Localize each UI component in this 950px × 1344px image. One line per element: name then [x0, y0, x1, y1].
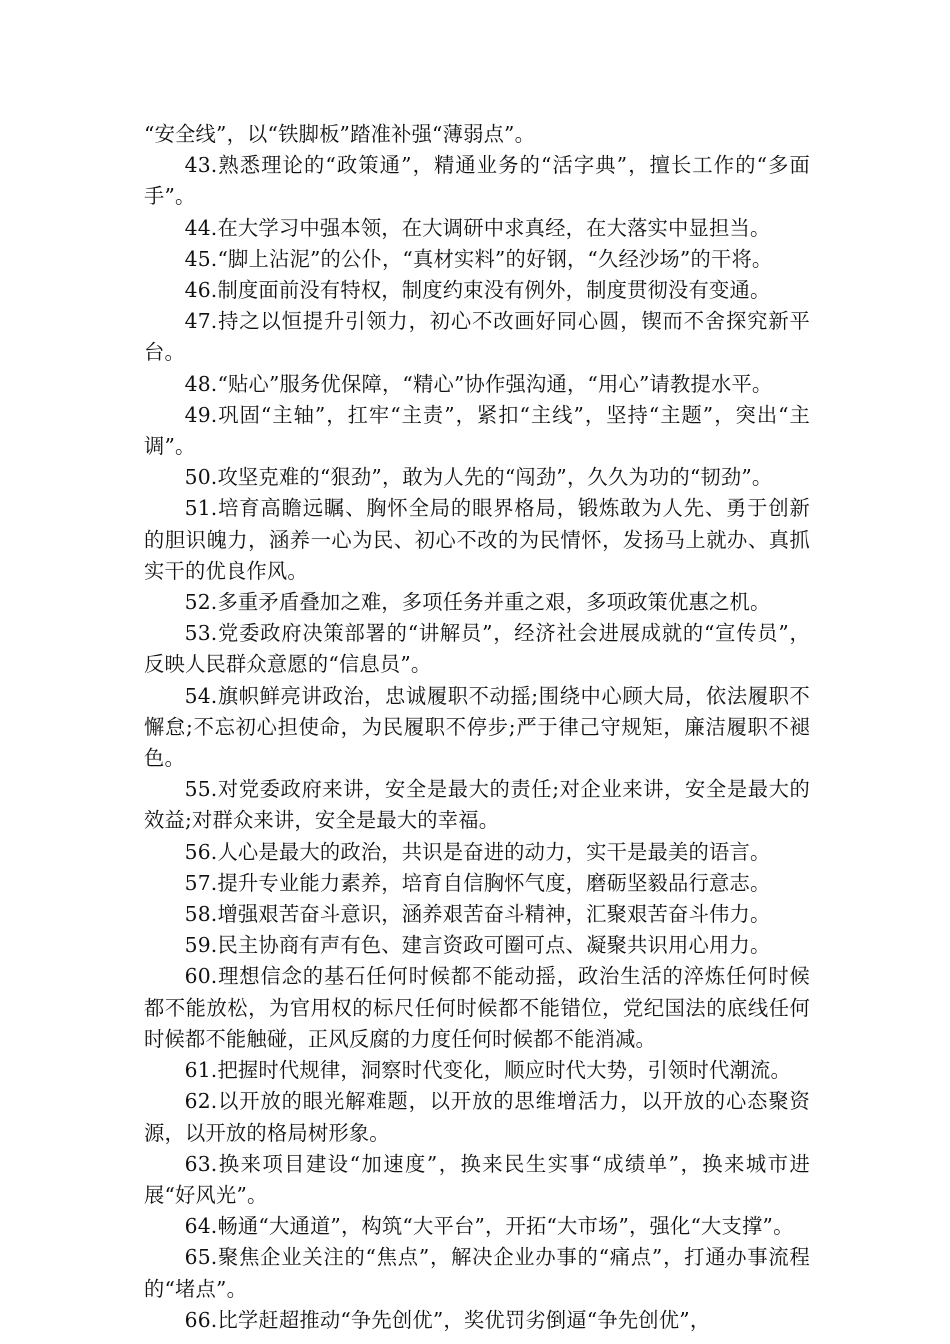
paragraph-item-56: 56.人心是最大的政治，共识是奋进的动力，实干是最美的语言。 — [184, 839, 771, 864]
paragraph-item-43: 43.熟悉理论的“政策通”，精通业务的“活字典”，擅长工作的“多面手”。 — [144, 153, 810, 209]
paragraph-item-52: 52.多重矛盾叠加之难，多项任务并重之艰，多项政策优惠之机。 — [184, 590, 771, 615]
paragraph-item-49: 49.巩固“主轴”，扛牢“主责”，紧扣“主线”，坚持“主题”，突出“主调”。 — [144, 402, 810, 459]
paragraph-item-66: 66.比学赶超推动“争先创优”，奖优罚劣倒逼“争先创优”， — [184, 1307, 711, 1332]
paragraph-item-45: 45.“脚上沾泥”的公仆，“真材实料”的好钢，“久经沙场”的干将。 — [184, 246, 773, 271]
paragraph-item-63: 63.换来项目建设“加速度”，换来民生实事“成绩单”，换来城市进展“好风光”。 — [144, 1151, 810, 1207]
paragraph-item-60: 60.理想信念的基石任何时候都不能动摇，政治生活的淬炼任何时候都不能放松，为官用权的标尺任何时候都不能错位，党纪国法的底线任何时候都不能触碰，正风反腐的力度任何时候都不能消减。 — [144, 964, 810, 1051]
paragraph-item-47: 47.持之以恒提升引领力，初心不改画好同心圆，锲而不舍探究新平台。 — [144, 309, 810, 365]
paragraph-continuation: “安全线”，以“铁脚板”踏准补强“薄弱点”。 — [144, 122, 536, 146]
paragraph-item-64: 64.畅通“大通道”，构筑“大平台”，开拓“大市场”，强化“大支撑”。 — [184, 1214, 794, 1239]
paragraph-item-59: 59.民主协商有声有色、建言资政可圈可点、凝聚共识用心用力。 — [184, 933, 771, 958]
paragraph-item-44: 44.在大学习中强本领，在大调研中求真经，在大落实中显担当。 — [184, 215, 771, 240]
paragraph-item-61: 61.把握时代规律，洞察时代变化，顺应时代大势，引领时代潮流。 — [184, 1058, 791, 1083]
paragraph-item-51: 51.培育高瞻远瞩、胸怀全局的眼界格局，锻炼敢为人先、勇于创新的胆识魄力，涵养一心为民、初心不改的为民情怀，发扬马上就办、真抓实干的优良作风。 — [144, 496, 810, 583]
paragraph-item-55: 55.对党委政府来讲，安全是最大的责任;对企业来讲，安全是最大的效益;对群众来讲，安全是最大的幸福。 — [144, 777, 810, 833]
document-page — [144, 119, 810, 1336]
paragraph-item-50: 50.攻坚克难的“狠劲”，敢为人先的“闯劲”，久久为功的“韧劲”。 — [184, 465, 773, 490]
paragraph-item-53: 53.党委政府决策部署的“讲解员”，经济社会进展成就的“宣传员”，反映人民群众意愿的“信息员”。 — [144, 621, 810, 677]
paragraph-item-46: 46.制度面前没有特权，制度约束没有例外，制度贯彻没有变通。 — [184, 278, 771, 303]
paragraph-item-65: 65.聚焦企业关注的“焦点”，解决企业办事的“痛点”，打通办事流程的“堵点”。 — [144, 1245, 810, 1301]
paragraph-item-54: 54.旗帜鲜亮讲政治，忠诚履职不动摇;围绕中心顾大局，依法履职不懈怠;不忘初心担使命，为民履职不停步;严于律己守规矩，廉洁履职不褪色。 — [144, 683, 810, 771]
paragraph-item-48: 48.“贴心”服务优保障，“精心”协作强沟通，“用心”请教提水平。 — [184, 371, 773, 396]
paragraph-item-62: 62.以开放的眼光解难题，以开放的思维增活力，以开放的心态聚资源，以开放的格局树形象。 — [144, 1089, 810, 1145]
paragraph-item-57: 57.提升专业能力素养，培育自信胸怀气度，磨砺坚毅品行意志。 — [184, 870, 771, 895]
paragraph-item-58: 58.增强艰苦奋斗意识，涵养艰苦奋斗精神，汇聚艰苦奋斗伟力。 — [184, 902, 771, 927]
